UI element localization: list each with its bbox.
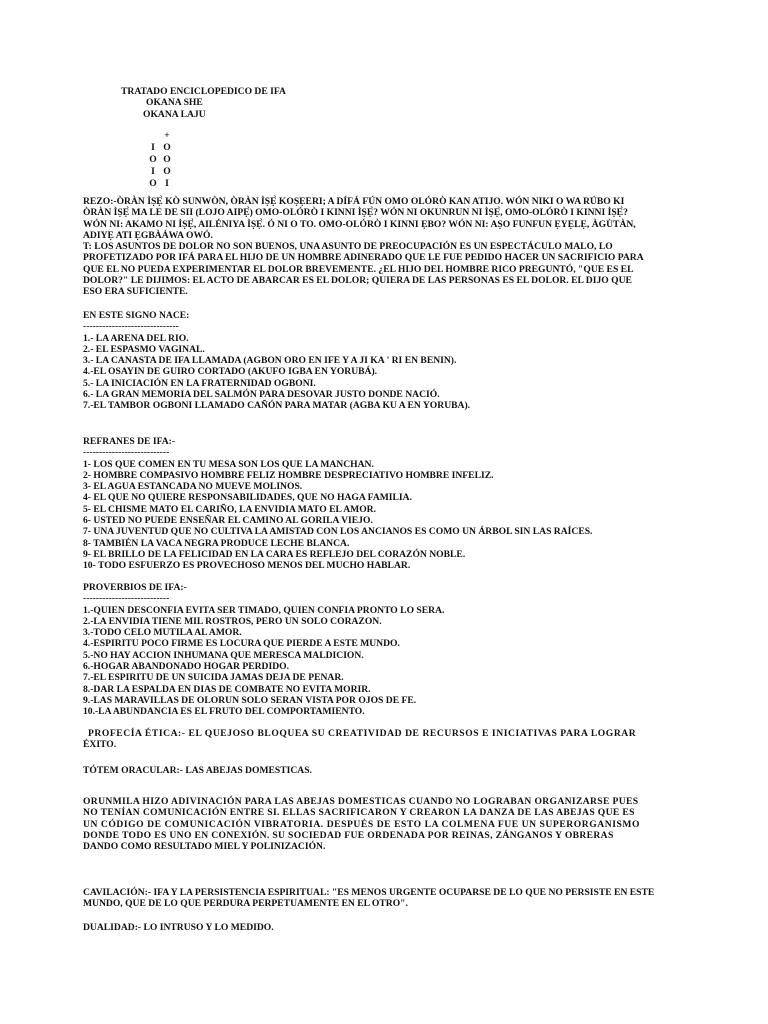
orunmila-line: ORUNMILA HIZO ADIVINACIÓN PARA LAS ABEJAS DOMESTICAS CUANDO NO LOGRABAN ORGANIZARSE PUES — [83, 796, 639, 807]
odu-mark-left: O — [149, 154, 157, 166]
list-item: 10- TODO ESFUERZO ES PROVECHOSO MENOS DEL MUCHO HABLAR. — [83, 560, 411, 572]
list-item: 7- UNA JUVENTUD QUE NO CULTIVA LA AMISTAD CON LOS ANCIANOS ES COMO UN ÁRBOL SIN LAS RAÍCES. — [83, 526, 593, 538]
profecia-paragraph — [83, 728, 663, 751]
list-item: 4.-ESPIRITU POCO FIRME ES LOCURA QUE PIERDE A ESTE MUNDO. — [83, 638, 400, 650]
refranes-rule: --------------------------- — [83, 447, 170, 459]
list-item: 3- EL AGUA ESTANCADA NO MUEVE MOLINOS. — [83, 481, 303, 493]
translation-line: DOLOR?" LE DIJIMOS: EL ACTO DE ABARCAR ES EL DOLOR; QUIERA DE LAS PERSONAS ES EL DOLOR. EL DIJO QUE — [83, 274, 632, 286]
sign-name: OKANA SHE — [146, 97, 203, 108]
list-item: 1- LOS QUE COMEN EN TU MESA SON LOS QUE LA MANCHAN. — [83, 458, 374, 470]
list-item: 8.-DAR LA ESPALDA EN DIAS DE COMBATE NO EVITA MORIR. — [83, 683, 371, 695]
odu-mark-right: I — [165, 177, 169, 189]
rezo-line: REZO:-ÒRÀN ÌṢẸ̀ KÒ SUNWÒN, ÒRÀN ÌṢẸ̀ KOṢẸERI; A DÍFÁ FÚN OMO OLÓRÒ KAN ATIJO. WÓN NIKI O WA RÚBO KI — [83, 196, 625, 207]
nace-heading: EN ESTE SIGNO NACE: — [83, 310, 190, 321]
odu-mark-left: I — [151, 142, 155, 154]
odu-mark: + — [164, 130, 170, 142]
dualidad-line: DUALIDAD:- LO INTRUSO Y LO MEDIDO. — [83, 922, 274, 933]
list-item: 4- EL QUE NO QUIERE RESPONSABILIDADES, QUE NO HAGA FAMILIA. — [83, 492, 412, 504]
list-item: 6.-HOGAR ABANDONADO HOGAR PERDIDO. — [83, 661, 290, 673]
list-item: 9.-LAS MARAVILLAS DE OLORUN SOLO SERAN VISTA POR OJOS DE FE. — [83, 694, 417, 706]
list-item: 2.- EL ESPASMO VAGINAL. — [83, 343, 205, 355]
cavilacion-line: CAVILACIÓN:- IFA Y LA PERSISTENCIA ESPIRITUAL: "ES MENOS URGENTE OCUPARSE DE LO QUE NO PERSISTE EN ESTE — [83, 887, 655, 898]
rezo-paragraph — [83, 196, 658, 241]
proverbios-rule: --------------------------- — [83, 593, 170, 605]
list-item: 3.- LA CANASTA DE IFA LLAMADA (AGBON ORO EN IFE Y A JI KA ' RI EN BENIN). — [83, 355, 457, 367]
rezo-line: ADIYẸ ATI ẸGBÀÁWA OWÓ. — [83, 229, 213, 241]
list-item: 9- EL BRILLO DE LA FELICIDAD EN LA CARA ES REFLEJO DEL CORAZÓN NOBLE. — [83, 548, 466, 560]
rezo-line: ÒRÀN ÌṢẸ̀ MA LE DE SII (LOJO AIPẸ̀) OMO-OLÓRÒ I KINNI ÌṢẸ̀? WÓN NI OKUNRUN NI ÌṢẸ̀, OMO-OLÓRÒ I KINNI ÌṢẸ̀? — [83, 207, 628, 219]
odu-row — [146, 166, 176, 178]
nace-section — [83, 310, 658, 412]
list-item: 5- EL CHISME MATO EL CARIÑO, LA ENVIDIA MATO EL AMOR. — [83, 503, 377, 515]
list-item: 7.-EL ESPIRITU DE UN SUICIDA JAMAS DEJA DE PENAR. — [83, 672, 344, 684]
odu-row — [146, 154, 176, 166]
profecia-line: ÉXITO. — [83, 739, 117, 751]
list-item: 1.-QUIEN DESCONFIA EVITA SER TIMADO, QUIEN CONFIA PRONTO LO SERA. — [83, 604, 445, 616]
refranes-section — [83, 436, 658, 572]
rezo-line: WÓN NI: AKAMO NI ÌṢẸ̀, AILÉNIYA ÌṢẸ̀. Ó NI O TO. OMO-OLÓRÒ I KINNI ẸBO? WÓN NI: AṢO FUNFUN ẸYẸLẸ, ÀGÙTÀN, — [83, 218, 636, 230]
list-item: 1.- LA ARENA DEL RIO. — [83, 332, 189, 344]
orunmila-line: DANDO COMO RESULTADO MIEL Y POLINIZACIÓN. — [83, 841, 326, 853]
totem-line: TÓTEM ORACULAR:- LAS ABEJAS DOMESTICAS. — [83, 765, 312, 776]
translation-line: PROFETIZADO POR IFÁ PARA EL HIJO DE UN HOMBRE ADINERADO QUE LE FUE PEDIDO HACER UN SACRIFICIO PARA — [83, 252, 644, 264]
odu-mark-right: O — [163, 154, 171, 166]
list-item: 5.-NO HAY ACCION INHUMANA QUE MERESCA MALDICION. — [83, 649, 364, 661]
translation-line: QUE EL NO PUEDA EXPERIMENTAR EL DOLOR BREVEMENTE. ¿EL HIJO DEL HOMBRE RICO PREGUNTÓ, "QUE ES EL — [83, 263, 634, 275]
list-item: 8- TAMBIÉN LA VACA NEGRA PRODUCE LECHE BLANCA. — [83, 537, 350, 549]
sign-alt-name: OKANA LAJU — [143, 109, 206, 120]
cavilacion-paragraph — [83, 887, 658, 910]
odu-row — [146, 178, 176, 190]
odu-figure — [146, 130, 176, 189]
cavilacion-line: MUNDO, QUE DE LO QUE PERDURA PERPETUAMENTE EN EL OTRO". — [83, 898, 408, 910]
list-item: 5.- LA INICIACIÓN EN LA FRATERNIDAD OGBONI. — [83, 377, 316, 389]
odu-row — [146, 142, 176, 154]
orunmila-line: UN CÓDIGO DE COMUNICACIÓN VIBRATORIA. DESPUÉS DE ESTO LA COLMENA FUE UN SUPERORGANISMO — [83, 818, 640, 830]
translation-line: T: LOS ASUNTOS DE DOLOR NO SON BUENOS, UNA ASUNTO DE PREOCUPACIÓN ES UN ESPECTÁCULO MALO, LO — [83, 241, 613, 252]
list-item: 7.-EL TAMBOR OGBONI LLAMADO CAÑÓN PARA MATAR (AGBA KU A EN YORUBA). — [83, 400, 471, 412]
list-item: 4.-EL OSAYIN DE GUIRO CORTADO (AKUFO IGBA EN YORUBÁ). — [83, 366, 378, 378]
proverbios-heading: PROVERBIOS DE IFA:- — [83, 582, 187, 593]
document-title: TRATADO ENCICLOPEDICO DE IFA — [121, 86, 286, 97]
list-item: 6.- LA GRAN MEMORIA DEL SALMÓN PARA DESOVAR JUSTO DONDE NACIÓ. — [83, 389, 440, 401]
refranes-heading: REFRANES DE IFA:- — [83, 436, 176, 447]
list-item: 6- USTED NO PUEDE ENSEÑAR EL CAMINO AL GORILA VIEJO. — [83, 515, 373, 527]
translation-line: ESO ERA SUFICIENTE. — [83, 286, 188, 298]
list-item: 2- HOMBRE COMPASIVO HOMBRE FELIZ HOMBRE DESPRECIATIVO HOMBRE INFELIZ. — [83, 469, 494, 481]
orunmila-paragraph — [83, 796, 658, 852]
list-item: 10.-LA ABUNDANCIA ES EL FRUTO DEL COMPORTAMIENTO. — [83, 706, 365, 718]
proverbios-section — [83, 582, 658, 718]
odu-mark-right: O — [163, 142, 171, 154]
odu-mark-right: O — [163, 165, 171, 177]
orunmila-line: DONDE TODO ES UNO EN CONEXIÓN. SU SOCIEDAD FUE ORDENADA POR REINAS, ZÁNGANOS Y OBRERAS — [83, 829, 614, 841]
translation-paragraph — [83, 241, 658, 297]
orunmila-line: NO TENÍAN COMUNICACIÓN ENTRE SI. ELLAS SACRIFICARON Y CREARON LA DANZA DE LAS ABEJAS QUE ES — [83, 807, 635, 819]
list-item: 2.-LA ENVIDIA TIENE MIL ROSTROS, PERO UN SOLO CORAZON. — [83, 615, 382, 627]
profecia-line: PROFECÍA ÉTICA:- EL QUEJOSO BLOQUEA SU CREATIVIDAD DE RECURSOS E INICIATIVAS PARA LOGRAR — [88, 728, 637, 739]
odu-mark-left: O — [149, 177, 157, 189]
nace-rule: ------------------------------ — [83, 321, 179, 333]
odu-mark-left: I — [151, 165, 155, 177]
list-item: 3.-TODO CELO MUTILA AL AMOR. — [83, 627, 242, 639]
